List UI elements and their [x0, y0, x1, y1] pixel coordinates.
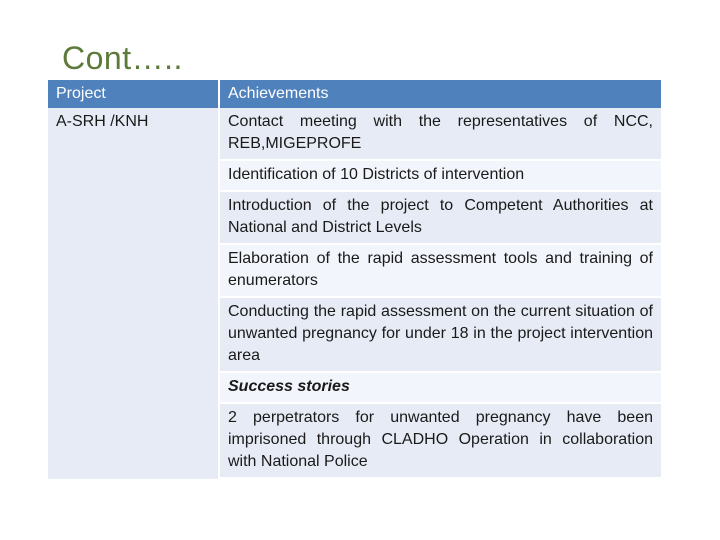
header-achievements: Achievements [220, 80, 661, 108]
success-stories-heading: Success stories [220, 373, 661, 404]
table-row [48, 108, 661, 161]
achievement-cell: Introduction of the project to Competent Authorities at National and District Levels [220, 192, 661, 245]
table-header-row [48, 80, 661, 108]
achievement-cell: Elaboration of the rapid assessment tools and training of enumerators [220, 245, 661, 298]
slide-title: Cont….. [62, 40, 183, 76]
header-project: Project [48, 80, 220, 108]
project-name-cell: A-SRH /KNH [48, 108, 220, 479]
achievement-cell: Conducting the rapid assessment on the current situation of unwanted pregnancy for under 18 in the project intervention area [220, 298, 661, 373]
achievement-cell: Contact meeting with the representatives of NCC, REB,MIGEPROFE [220, 108, 661, 161]
achievements-table [48, 80, 661, 479]
achievement-cell: Identification of 10 Districts of intervention [220, 161, 661, 192]
achievement-cell: 2 perpetrators for unwanted pregnancy have been imprisoned through CLADHO Operation in collaboration with National Police [220, 404, 661, 479]
